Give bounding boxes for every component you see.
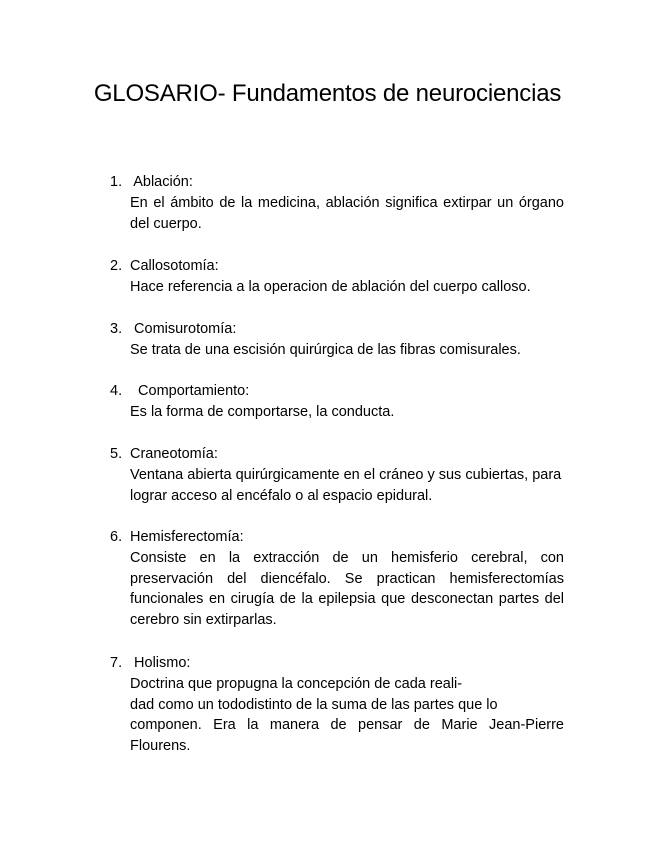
entry-definition: En el ámbito de la medicina, ablación significa extirpar un órgano del cuerpo. <box>130 194 564 232</box>
entry-heading <box>110 319 564 340</box>
entry-heading <box>110 444 564 465</box>
entry-heading <box>110 172 564 193</box>
glossary-entry-holismo <box>110 653 564 757</box>
definition-line: Flourens. <box>130 738 191 755</box>
entry-term: Comisurotomía: <box>130 321 237 337</box>
entry-term: Craneotomía: <box>130 446 218 462</box>
entry-term: Callosotomía: <box>130 258 219 274</box>
entry-term: Ablación: <box>130 174 193 190</box>
entry-heading <box>110 256 564 277</box>
entry-definition: Es la forma de comportarse, la conducta. <box>130 403 395 420</box>
entry-definition: Consiste en la extracción de un hemisferio cerebral, con preservación del diencéfalo. Se practican hemisferectomías funcionales en cirugía de la epilepsia que desconectan partes del cerebro sin extirparlas. <box>130 549 564 629</box>
definition-line: Doctrina que propugna la concepción de cada reali- <box>130 675 463 692</box>
entry-number: 4. <box>110 383 123 399</box>
entry-number: 3. <box>110 321 123 337</box>
entry-number: 2. <box>110 258 123 274</box>
glossary-entry-callosotomia <box>110 256 564 298</box>
definition-line: componen. Era la manera de pensar de Marie Jean-Pierre <box>130 717 564 734</box>
entry-heading <box>110 653 564 674</box>
entry-definition: Se trata de una escisión quirúrgica de las fibras comisurales. <box>130 341 521 358</box>
entry-definition: Hace referencia a la operacion de ablación del cuerpo calloso. <box>130 278 531 295</box>
entry-number: 7. <box>110 655 123 671</box>
entry-heading <box>110 527 564 548</box>
entry-number: 6. <box>110 529 123 545</box>
glossary-entry-ablacion <box>110 172 564 234</box>
glossary-entry-hemisferectomia <box>110 527 564 631</box>
entry-heading <box>110 381 564 402</box>
page-title: GLOSARIO- Fundamentos de neurociencias <box>93 80 562 107</box>
entry-definition: Ventana abierta quirúrgicamente en el cráneo y sus cubiertas, para lograr acceso al encéfalo o al espacio epidural. <box>130 466 562 504</box>
glossary-entry-comisurotomia <box>110 319 564 361</box>
glossary-entry-craneotomia <box>110 444 564 506</box>
entry-definition <box>130 674 564 757</box>
entry-term: Comportamiento: <box>130 383 250 399</box>
glossary-entry-comportamiento <box>110 381 564 423</box>
entry-number: 5. <box>110 446 123 462</box>
entry-term: Holismo: <box>130 655 191 671</box>
entry-term: Hemisferectomía: <box>130 529 244 545</box>
definition-line: dad como un tododistinto de la suma de las partes que lo <box>130 696 498 713</box>
entry-number: 1. <box>110 174 123 190</box>
